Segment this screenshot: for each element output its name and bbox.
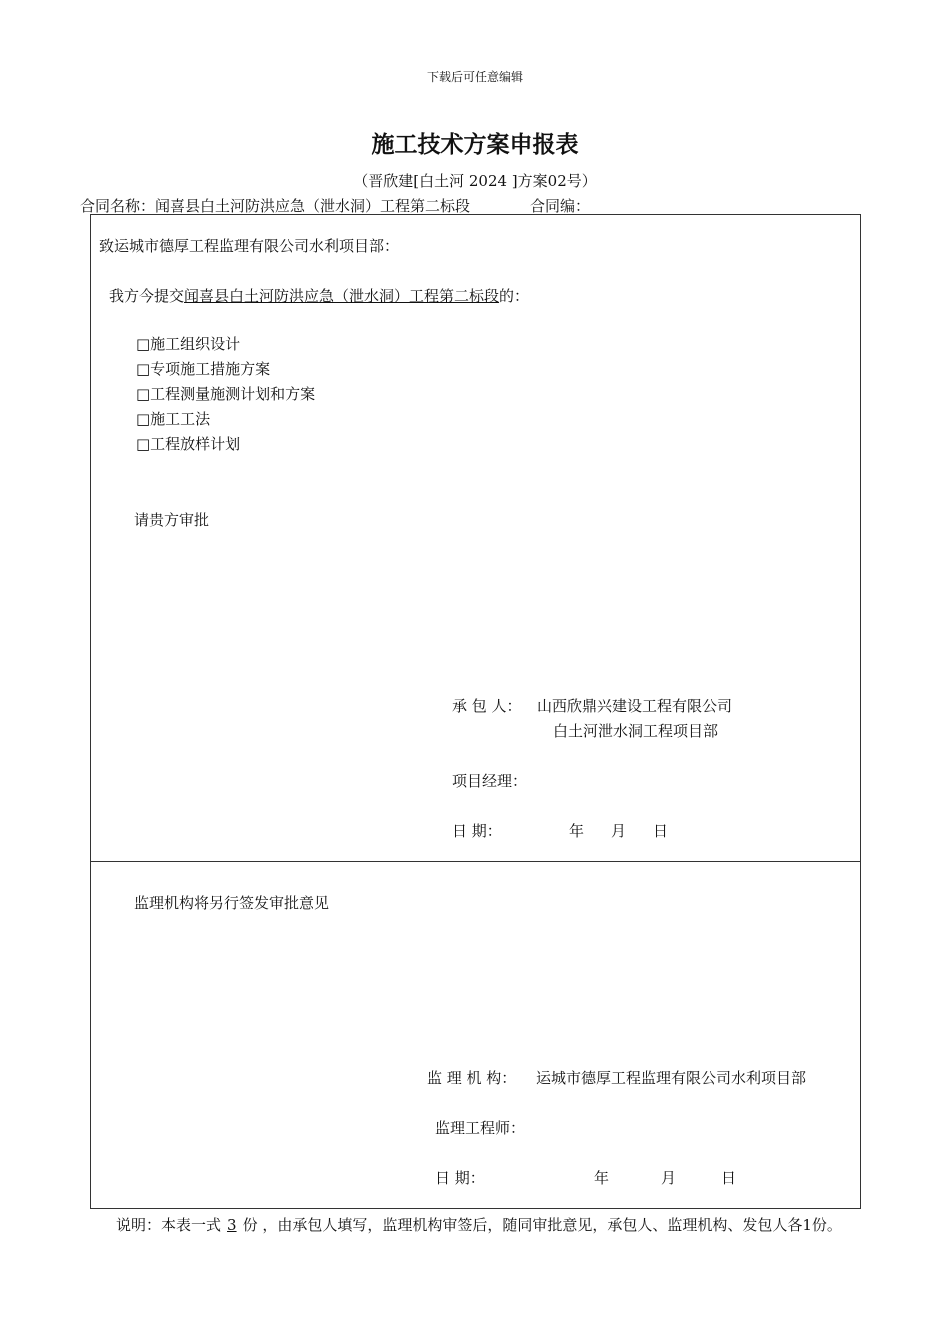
contractor-date-year: 年 (569, 822, 585, 840)
option-construction-design[interactable]: □施工组织设计 (136, 335, 241, 353)
project-manager-label: 项目经理： (452, 772, 528, 790)
submission-statement (109, 285, 529, 306)
option-survey-plan[interactable]: □工程测量施测计划和方案 (136, 385, 316, 403)
supervision-org-name: 运城市德厚工程监理有限公司水利项目部 (536, 1069, 807, 1087)
supervision-date-month: 月 (661, 1169, 677, 1187)
contractor-date-label: 日 期： (452, 822, 502, 840)
contract-name-value: 闻喜县白土河防洪应急（泄水洞）工程第二标段 (155, 197, 471, 215)
option-construction-method[interactable]: □施工工法 (136, 410, 211, 428)
contract-line (80, 195, 590, 216)
option-layout-plan[interactable]: □工程放样计划 (136, 435, 241, 453)
supervision-section (90, 861, 861, 1209)
addressee: 致运城市德厚工程监理有限公司水利项目部： (99, 237, 400, 255)
contractor-date-day: 日 (653, 822, 669, 840)
contractor-date-month: 月 (611, 822, 627, 840)
footnote-suffix: 份 ，由承包人填写，监理机构审签后，随同审批意见，承包人、监理机构、发包人各1份。 (242, 1216, 842, 1234)
footnote-prefix: 说明：本表一式 (116, 1216, 222, 1234)
approval-request: 请贵方审批 (134, 511, 210, 529)
header-note: 下载后可任意编辑 (426, 70, 523, 84)
submission-suffix: 的： (499, 287, 530, 305)
option-special-measures[interactable]: □专项施工措施方案 (136, 360, 271, 378)
supervision-notice: 监理机构将另行签发审批意见 (134, 894, 330, 912)
contractor-department: 白土河泄水洞工程项目部 (553, 722, 719, 740)
contract-name-label: 合同名称： (80, 197, 156, 215)
supervision-date-year: 年 (594, 1169, 610, 1187)
contract-number-label: 合同编： (530, 197, 591, 215)
form-number: （晋欣建[白土河 2024 ]方案02号） (353, 172, 597, 190)
submission-section (90, 214, 861, 862)
submission-prefix: 我方今提交 (109, 287, 185, 305)
contractor-name: 山西欣鼎兴建设工程有限公司 (537, 697, 733, 715)
footnote-copies: 3 (227, 1216, 237, 1234)
supervision-engineer-label: 监理工程师： (435, 1119, 526, 1137)
footnote (116, 1212, 856, 1238)
supervision-date-day: 日 (721, 1169, 737, 1187)
form-title: 施工技术方案申报表 (371, 131, 579, 158)
supervision-date-label: 日 期： (435, 1169, 485, 1187)
supervision-org-label: 监 理 机 构： (427, 1069, 517, 1087)
contractor-label: 承 包 人： (452, 697, 522, 715)
submission-project: 闻喜县白土河防洪应急（泄水洞）工程第二标段 (184, 287, 500, 305)
